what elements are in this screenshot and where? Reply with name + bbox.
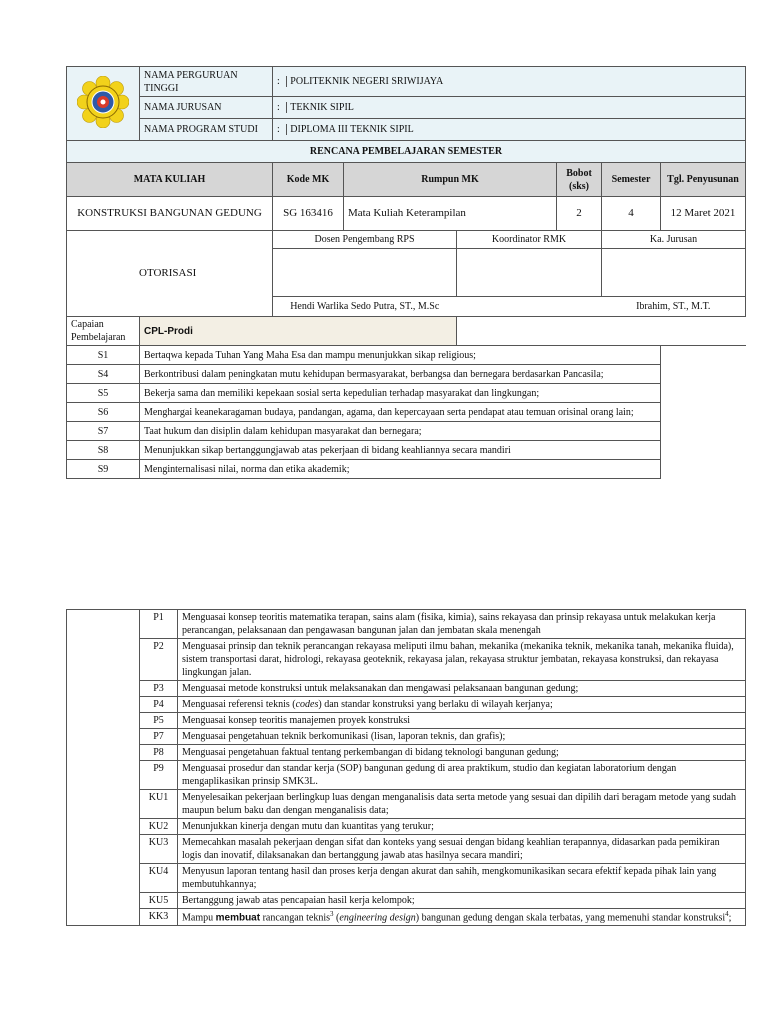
cpl-text: Bertaqwa kepada Tuhan Yang Maha Esa dan mampu menunjukkan sikap religious; xyxy=(140,346,661,365)
cpl-row xyxy=(67,639,746,681)
cpl-code: S1 xyxy=(67,346,140,365)
cpl-row xyxy=(67,864,746,893)
cpl-code: S7 xyxy=(67,422,140,441)
logo-cell xyxy=(67,67,140,141)
cpl-code: P5 xyxy=(140,713,178,729)
cpl-row xyxy=(67,761,746,790)
dosen-name: Hendi Warlika Sedo Putra, ST., M.Sc xyxy=(273,297,457,317)
cpl-text: Menunjukkan sikap bertanggungjawab atas pekerjaan di bidang keahliannya secara mandiri xyxy=(140,441,661,460)
cpl-row xyxy=(67,681,746,697)
cpl-text: Menguasai prosedur dan standar kerja (SOP) bangunan gedung di area praktikum, studio dan kegiatan laboratorium dengan mengaplikasikan prinsip SMK3L. xyxy=(178,761,746,790)
cpl-code: KU1 xyxy=(140,790,178,819)
cpl-row xyxy=(67,460,746,479)
col-header-tgl: Tgl. Penyusunan xyxy=(661,163,746,197)
rps-header-table xyxy=(66,66,746,479)
cpl-row xyxy=(67,729,746,745)
koordinator-name xyxy=(457,297,602,317)
cpl-code: S9 xyxy=(67,460,140,479)
cpl-code: S8 xyxy=(67,441,140,460)
cpl-text: Mampu membuat rancangan teknis$^3$ (engineering design) bangunan gedung dengan skala terbatas, yang memenuhi standar konstruksi$^4$; xyxy=(178,909,746,926)
seal-logo-icon xyxy=(77,76,129,128)
header-value-program xyxy=(273,119,746,141)
col-header-mata-kuliah: MATA KULIAH xyxy=(67,163,273,197)
cpl-row xyxy=(67,819,746,835)
header-sep: : xyxy=(277,124,280,135)
cpl-row xyxy=(67,441,746,460)
header-label-institution: NAMA PERGURUAN TINGGI xyxy=(140,67,273,97)
cpl-text: Menguasai referensi teknis (codes) dan standar konstruksi yang berlaku di wilayah kerjanya; xyxy=(178,697,746,713)
course-code: SG 163416 xyxy=(273,197,344,231)
cpl-row xyxy=(67,790,746,819)
cpl-text: Bekerja sama dan memiliki kepekaan sosial serta kepedulian terhadap masyarakat dan lingkungan; xyxy=(140,384,661,403)
col-header-semester: Semester xyxy=(602,163,661,197)
cpl-code: KU2 xyxy=(140,819,178,835)
header-label-department: NAMA JURUSAN xyxy=(140,97,273,119)
cpl-prodi-heading: CPL-Prodi xyxy=(140,317,457,346)
cpl-code: S5 xyxy=(67,384,140,403)
kajur-label: Ka. Jurusan xyxy=(602,231,746,249)
otorisasi-label: OTORISASI xyxy=(67,231,273,317)
cpl-row xyxy=(67,365,746,384)
kajur-name: Ibrahim, ST., M.T. xyxy=(602,297,746,317)
koordinator-signature-area xyxy=(457,249,602,297)
cpl-row xyxy=(67,713,746,729)
cpl-text: Menunjukkan kinerja dengan mutu dan kuantitas yang terukur; xyxy=(178,819,746,835)
capaian-label-continued xyxy=(67,610,140,926)
cpl-row xyxy=(67,893,746,909)
cpl-row xyxy=(67,403,746,422)
cpl-text: Menyusun laporan tentang hasil dan proses kerja dengan akurat dan sahih, mengkomunikasikan secara efektif kepada pihak lain yang membutuhkannya; xyxy=(178,864,746,893)
kajur-signature-area xyxy=(602,249,746,297)
header-value-institution xyxy=(273,67,746,97)
header-label-program: NAMA PROGRAM STUDI xyxy=(140,119,273,141)
cpl-row xyxy=(67,697,746,713)
cpl-code: S4 xyxy=(67,365,140,384)
course-semester: 4 xyxy=(602,197,661,231)
cpl-code: P3 xyxy=(140,681,178,697)
cpl-code: S6 xyxy=(67,403,140,422)
cpl-code: P7 xyxy=(140,729,178,745)
cpl-text: Menguasai konsep teoritis matematika terapan, sains alam (fisika, kimia), sains rekayasa dan prinsip rekayasa untuk melakukan kerja perancangan, pelaksanaan dan pengawasan bangunan jalan dan jembatan skala menengah xyxy=(178,610,746,639)
koordinator-label: Koordinator RMK xyxy=(457,231,602,249)
cpl-code: P2 xyxy=(140,639,178,681)
cpl-text: Menguasai metode konstruksi untuk melaksanakan dan mengawasi pelaksanaan bangunan gedung; xyxy=(178,681,746,697)
cpl-text: Taat hukum dan disiplin dalam kehidupan masyarakat dan bernegara; xyxy=(140,422,661,441)
program-name: DIPLOMA III TEKNIK SIPIL xyxy=(286,124,413,135)
cpl-text: Menghargai keanekaragaman budaya, pandangan, agama, dan kepercayaan serta pendapat atau temuan orisinal orang lain; xyxy=(140,403,661,422)
cpl-text: Menguasai pengetahuan teknik berkomunikasi (lisan, laporan teknis, dan grafis); xyxy=(178,729,746,745)
document-title: RENCANA PEMBELAJARAN SEMESTER xyxy=(67,141,746,163)
institution-name: POLITEKNIK NEGERI SRIWIJAYA xyxy=(286,76,443,87)
cpl-text: Menguasai pengetahuan faktual tentang perkembangan di bidang teknologi bangunan gedung; xyxy=(178,745,746,761)
header-sep: : xyxy=(277,102,280,113)
cpl-text: Menyelesaikan pekerjaan berlingkup luas dengan menganalisis data serta metode yang sesuai dan dipilih dari beragam metode yang sudah maupun belum baku dan dengan menganalisis data; xyxy=(178,790,746,819)
cpl-text: Berkontribusi dalam peningkatan mutu kehidupan bermasyarakat, berbangsa dan bernegara berdasarkan Pancasila; xyxy=(140,365,661,384)
cpl-code: P1 xyxy=(140,610,178,639)
cpl-row xyxy=(67,346,746,365)
col-header-rumpun-mk: Rumpun MK xyxy=(344,163,557,197)
dosen-pengembang-label: Dosen Pengembang RPS xyxy=(273,231,457,249)
course-group: Mata Kuliah Keterampilan xyxy=(344,197,557,231)
cpl-code: KU4 xyxy=(140,864,178,893)
cpl-code: P4 xyxy=(140,697,178,713)
cpl-row xyxy=(67,835,746,864)
cpl-row xyxy=(67,384,746,403)
cpl-text: Menginternalisasi nilai, norma dan etika akademik; xyxy=(140,460,661,479)
dosen-signature-area xyxy=(273,249,457,297)
header-sep: : xyxy=(277,76,280,87)
capaian-label: Capaian Pembelajaran xyxy=(67,317,140,346)
cpl-code: KU3 xyxy=(140,835,178,864)
course-credits: 2 xyxy=(557,197,602,231)
header-value-department xyxy=(273,97,746,119)
cpl-row xyxy=(67,422,746,441)
col-header-bobot: Bobot (sks) xyxy=(557,163,602,197)
course-date: 12 Maret 2021 xyxy=(661,197,746,231)
cpl-row xyxy=(67,745,746,761)
col-header-kode-mk: Kode MK xyxy=(273,163,344,197)
cpl-code: P8 xyxy=(140,745,178,761)
cpl-continuation-table xyxy=(66,609,746,926)
cpl-row xyxy=(67,909,746,926)
cpl-heading-spacer xyxy=(457,317,746,346)
cpl-code: KK3 xyxy=(140,909,178,926)
department-name: TEKNIK SIPIL xyxy=(286,102,354,113)
cpl-text: Bertanggung jawab atas pencapaian hasil kerja kelompok; xyxy=(178,893,746,909)
cpl-code: P9 xyxy=(140,761,178,790)
cpl-row xyxy=(67,610,746,639)
cpl-text: Memecahkan masalah pekerjaan dengan sifat dan konteks yang sesuai dengan bidang keahlian terapannya, didasarkan pada pemikiran logis dan inovatif, dilaksanakan dan bertanggung jawab atas hasilnya secara mandiri; xyxy=(178,835,746,864)
course-name: KONSTRUKSI BANGUNAN GEDUNG xyxy=(67,197,273,231)
cpl-code: KU5 xyxy=(140,893,178,909)
cpl-text: Menguasai prinsip dan teknik perancangan rekayasa meliputi ilmu bahan, mekanika (mekanika teknik, mekanika tanah, mekanika fluida), sistem transportasi darat, hidrologi, rekayasa geoteknik, rekayasa jalan, rekayasa struktur jembatan, rekayasa konstruksi, dan rekayasa lingkungan jalan. xyxy=(178,639,746,681)
cpl-text: Menguasai konsep teoritis manajemen proyek konstruksi xyxy=(178,713,746,729)
